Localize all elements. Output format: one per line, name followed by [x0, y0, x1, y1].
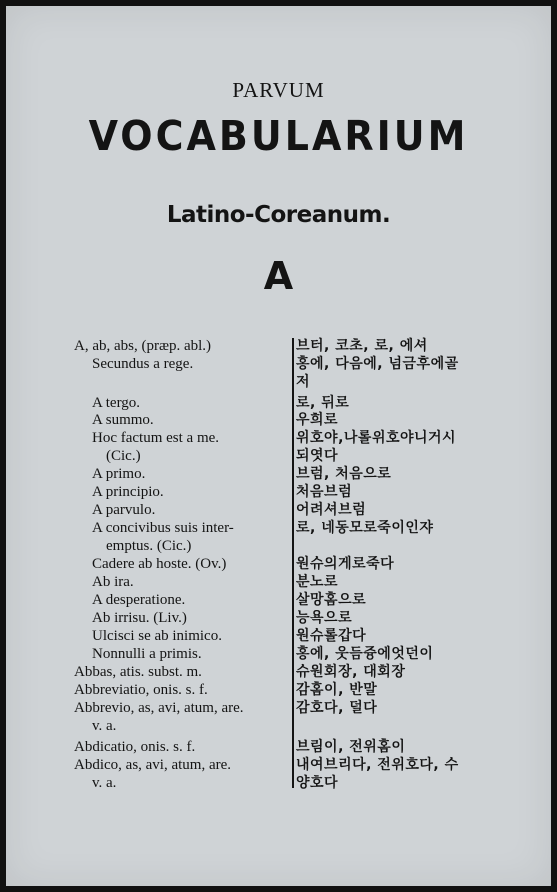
korean-gloss: 되엿다 — [296, 448, 339, 464]
latin-term: Abbrevio, as, avi, atum, are. — [74, 700, 244, 716]
header-subtitle: Latino-Coreanum. — [166, 202, 391, 228]
latin-term: Abbas, atis. subst. m. — [74, 664, 202, 680]
korean-gloss: 슈원회장, 대회장 — [296, 664, 406, 680]
korean-gloss: 브럼, 처음으로 — [296, 466, 392, 482]
latin-term: A primo. — [92, 466, 146, 482]
korean-gloss: 로, 뒤로 — [296, 395, 350, 411]
section-letter: A — [263, 254, 294, 298]
korean-gloss: 홍에, 다음에, 넘금후에골 — [296, 356, 459, 372]
header-parvum: PARVUM — [232, 78, 325, 102]
korean-gloss: 우희로 — [296, 412, 339, 428]
korean-gloss: 어려셔브럼 — [296, 502, 367, 518]
latin-term: emptus. (Cic.) — [106, 538, 192, 554]
dictionary-page — [6, 6, 551, 886]
latin-term: Abbreviatio, onis. s. f. — [74, 682, 208, 698]
korean-gloss: 홍에, 웃듬즁에엇던이 — [296, 646, 434, 662]
header-vocabularium: VOCABULARIUM — [88, 112, 469, 160]
korean-gloss: 분노로 — [296, 574, 339, 590]
latin-term: Hoc factum est a me. — [92, 430, 220, 446]
column-divider — [292, 338, 294, 788]
latin-term: Cadere ab hoste. (Ov.) — [92, 556, 227, 572]
korean-gloss: 원슈롤갑다 — [296, 628, 367, 644]
korean-gloss: 저 — [296, 374, 311, 390]
latin-term: Nonnulli a primis. — [92, 646, 202, 662]
latin-term: A parvulo. — [92, 502, 156, 518]
korean-gloss: 능욕으로 — [296, 610, 353, 626]
latin-term: A principio. — [92, 484, 164, 500]
latin-term: Ulcisci se ab inimico. — [92, 628, 222, 644]
latin-term: A tergo. — [92, 395, 141, 411]
latin-term: Secundus a rege. — [92, 356, 194, 372]
latin-term: A summo. — [92, 412, 154, 428]
korean-gloss: 살망홈으로 — [296, 592, 367, 608]
korean-gloss: 감홈이, 반말 — [296, 682, 378, 698]
korean-gloss: 감호다, 덜다 — [296, 700, 378, 716]
korean-gloss: 양호다 — [296, 775, 339, 791]
latin-term: Ab irrisu. (Liv.) — [92, 610, 187, 626]
latin-term: (Cic.) — [106, 448, 141, 464]
latin-term: v. a. — [92, 775, 117, 791]
latin-term: A concivibus suis inter- — [92, 520, 234, 536]
korean-gloss: 원슈의게로죽다 — [296, 556, 395, 572]
latin-term: Ab ira. — [92, 574, 134, 590]
korean-gloss: 로, 네동모로죽이인쟈 — [296, 520, 434, 536]
latin-term: v. a. — [92, 718, 117, 734]
latin-term: Abdico, as, avi, atum, are. — [74, 757, 232, 773]
latin-term: A, ab, abs, (præp. abl.) — [74, 338, 212, 354]
korean-gloss: 내여브리다, 전위호다, 수 — [296, 757, 459, 773]
latin-term: Abdicatio, onis. s. f. — [74, 739, 196, 755]
korean-gloss: 처음브럼 — [296, 484, 353, 500]
korean-gloss: 브터, 코초, 로, 에셔 — [296, 338, 428, 354]
latin-term: A desperatione. — [92, 592, 186, 608]
korean-gloss: 브림이, 전위홈이 — [296, 739, 406, 755]
korean-gloss: 위호야,나롤위호야니거시 — [296, 430, 457, 446]
